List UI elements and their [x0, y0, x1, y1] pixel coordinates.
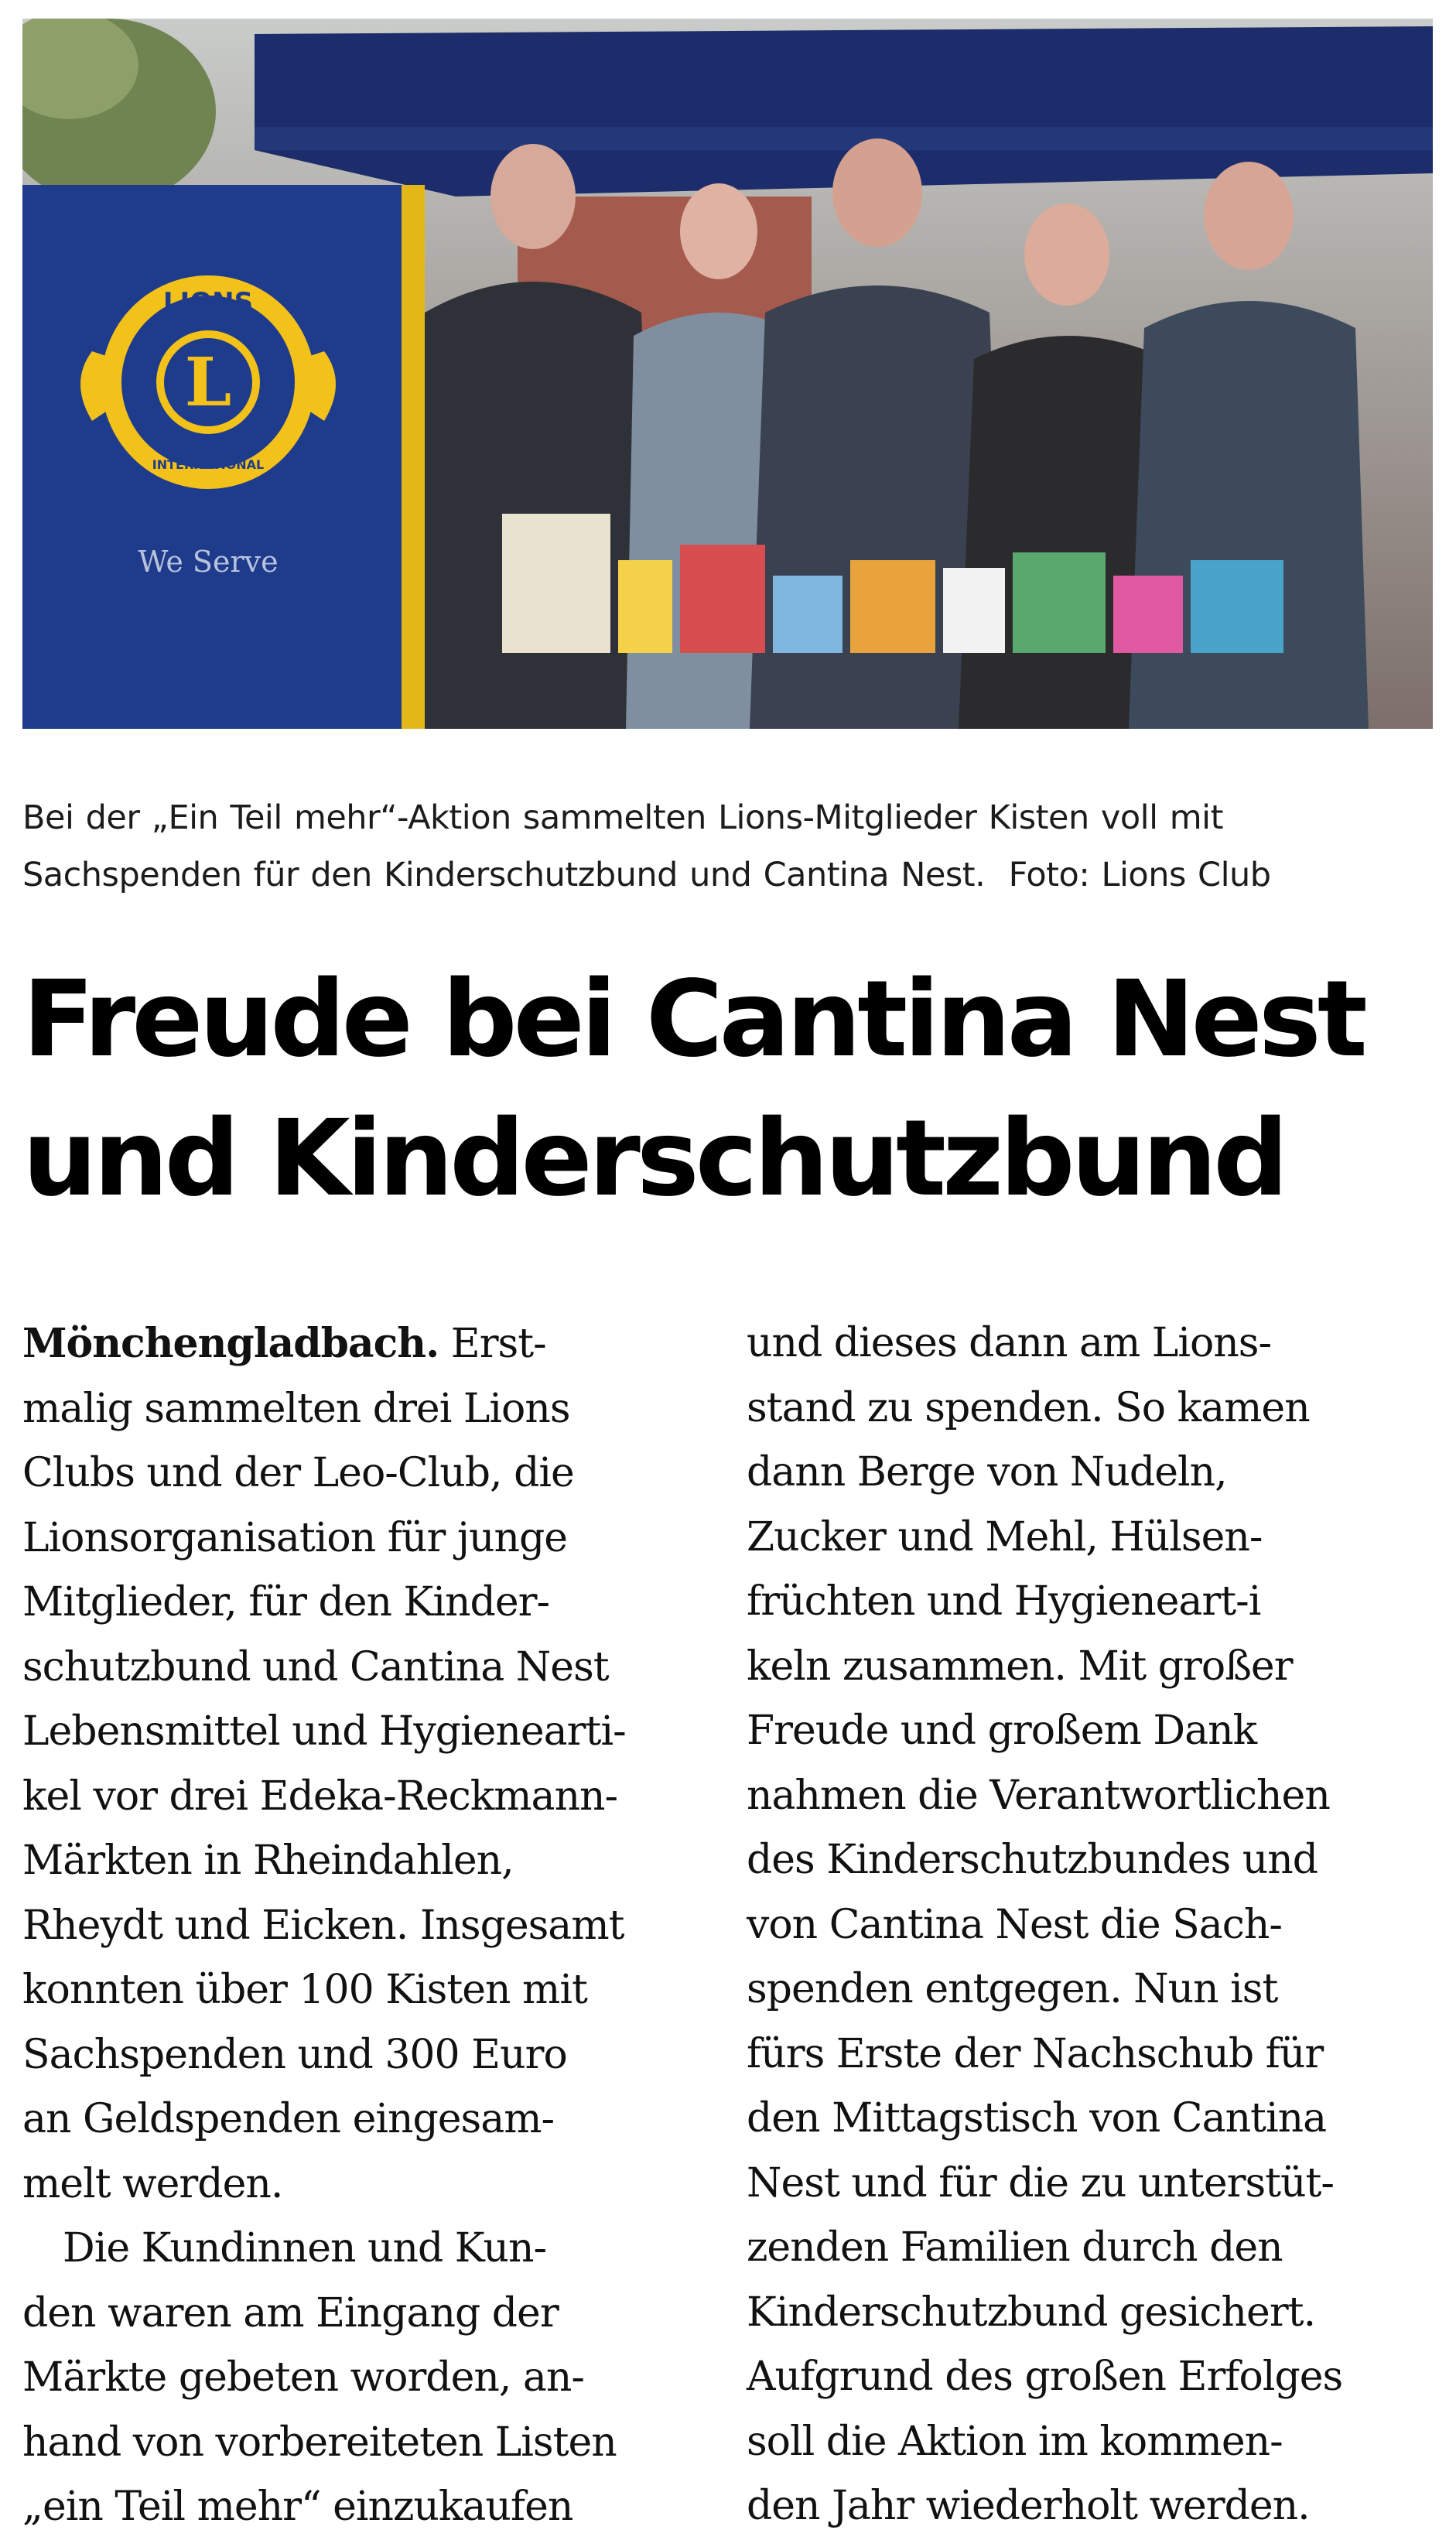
- article-line-text: Erst-: [439, 1321, 546, 1367]
- article-line: Clubs und der Leo-Club, die: [22, 1450, 574, 1496]
- article-line: Freude und großem Dank: [747, 1708, 1257, 1754]
- article-line: Kinderschutzbund gesichert.: [747, 2289, 1316, 2336]
- article-line: an Geldspenden eingesam-: [22, 2096, 555, 2142]
- article-line: von Cantina Nest die Sach-: [747, 1901, 1282, 1948]
- article-line: Lionsorganisation für junge: [22, 1514, 568, 1561]
- article-line: schutzbund und Cantina Nest: [22, 1643, 609, 1690]
- article-line: und dieses dann am Lions-: [747, 1320, 1272, 1366]
- emblem-letter: L: [184, 344, 232, 422]
- article-line: Märkte gebeten worden, an-: [22, 2354, 584, 2401]
- article-line: [22, 1311, 719, 1377]
- article-line: konnten über 100 Kisten mit: [22, 1967, 587, 2013]
- article-line: Zucker und Mehl, Hülsen-: [747, 1513, 1263, 1561]
- dateline: Mönchengladbach.: [22, 1320, 439, 1367]
- article-line: Mitglieder, für den Kinder-: [22, 1579, 550, 1626]
- article-line: den Jahr wiederholt werden.: [747, 2483, 1310, 2529]
- emblem-bottom-text: INTERNATIONAL: [152, 457, 265, 472]
- article-line: hand von vorbereiteten Listen: [22, 2419, 617, 2466]
- photo-credit: Foto: Lions Club: [1008, 856, 1271, 894]
- article-line: den Mittagstisch von Cantina: [747, 2095, 1327, 2142]
- article-line: Aufgrund des großen Erfolges: [747, 2354, 1343, 2400]
- photo-illustration: [22, 19, 1433, 729]
- article-column-left: [22, 1311, 719, 2540]
- article-line: Die Kundinnen und Kun-: [63, 2225, 547, 2272]
- article-line: dann Berge von Nudeln,: [747, 1449, 1227, 1496]
- article-line: kel vor drei Edeka-Reckmann-: [22, 1773, 618, 1820]
- caption-line-1: Bei der „Ein Teil mehr“-Aktion sammelten Lions-Mitglieder Kisten voll mit: [22, 798, 1223, 837]
- article-line: soll die Aktion im kommen-: [747, 2418, 1283, 2465]
- article-line: fürs Erste der Nachschub für: [747, 2030, 1324, 2077]
- lions-banner: [22, 185, 425, 729]
- article-line: keln zusammen. Mit großer: [747, 1643, 1293, 1690]
- article-line: Märkten in Rheindahlen,: [22, 1837, 514, 1884]
- article-line: Sachspenden und 300 Euro: [22, 2031, 567, 2078]
- article-line: zenden Familien durch den: [747, 2224, 1283, 2271]
- article-line: des Kinderschutzbundes und: [747, 1837, 1318, 1883]
- headline-line-2: und Kinderschutzbund: [22, 1098, 1285, 1220]
- article-line: spenden entgegen. Nun ist: [747, 1966, 1278, 2012]
- caption-text: Sachspenden für den Kinderschutzbund und Cantina Nest.: [22, 856, 986, 894]
- article-line: Rheydt und Eicken. Insgesamt: [22, 1902, 624, 1949]
- banner-motto: We Serve: [138, 545, 279, 579]
- article-line: den waren am Eingang der: [22, 2289, 559, 2337]
- article-line: melt werden.: [22, 2160, 283, 2207]
- article-line: malig sammelten drei Lions: [22, 1385, 570, 1432]
- article-line: stand zu spenden. So kamen: [747, 1384, 1310, 1431]
- article-line: Lebensmittel und Hygienearti-: [22, 1708, 626, 1755]
- article-column-right: [747, 1311, 1443, 2539]
- article-line: nahmen die Verantwortlichen: [747, 1772, 1330, 1819]
- article-headline: [22, 950, 1438, 1229]
- headline-line-1: Freude bei Cantina Nest: [22, 959, 1364, 1081]
- article-line: Nest und für die zu unterstüt-: [747, 2159, 1334, 2207]
- article-photo: [22, 19, 1433, 729]
- article-line: „ein Teil mehr“ einzukaufen: [22, 2484, 573, 2530]
- photo-caption: [22, 789, 1433, 904]
- article-line: früchten und Hygieneart-i: [747, 1578, 1261, 1625]
- emblem-top-text: LIONS: [162, 287, 254, 318]
- caption-line-2: [22, 846, 1433, 904]
